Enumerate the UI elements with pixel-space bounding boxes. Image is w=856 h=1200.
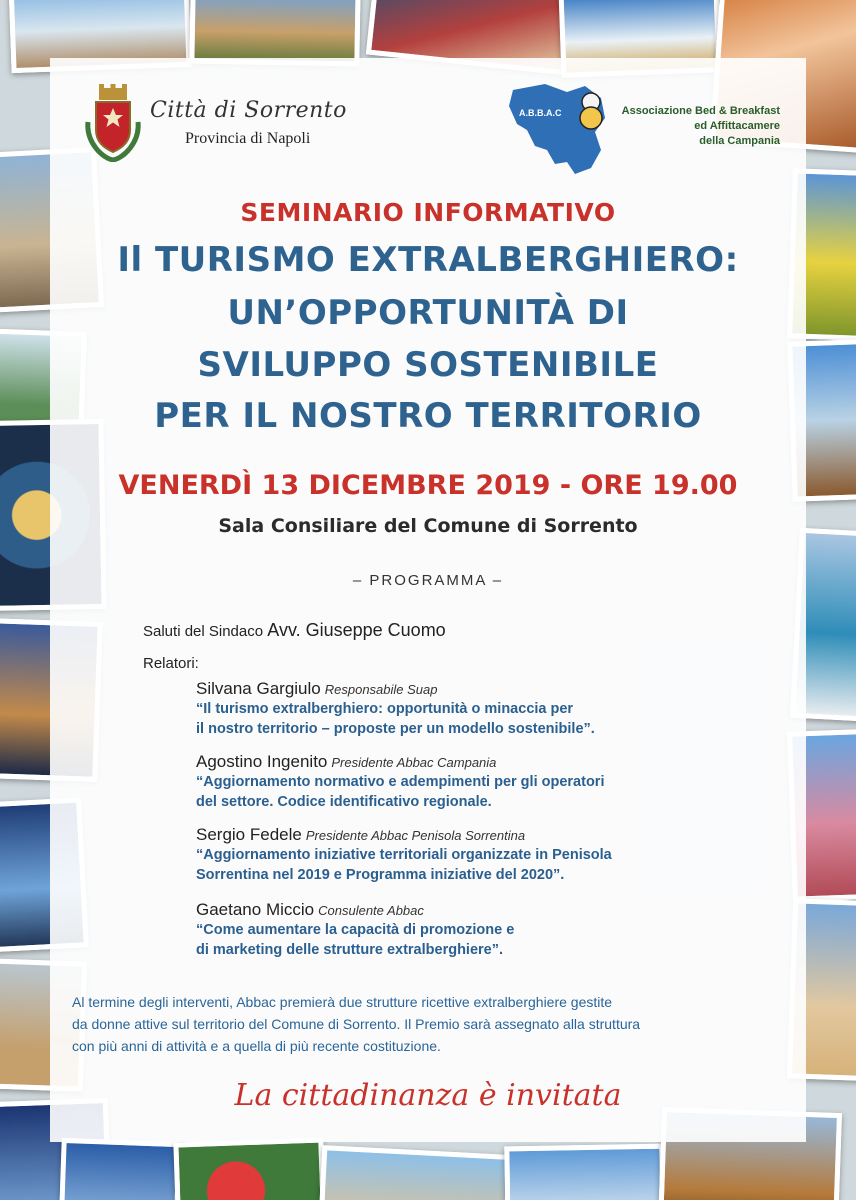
- speaker-role: Responsabile Suap: [324, 682, 438, 697]
- castle-photo: [189, 0, 360, 66]
- talk-title-line: di marketing delle strutture extralberghiere”.: [196, 942, 504, 958]
- closing-line: con più anni di attività e a quella di più recente costituzione.: [72, 1038, 441, 1054]
- invitation-text: La cittadinanza è invitata: [234, 1078, 622, 1113]
- event-date-time: VENERDÌ 13 DICEMBRE 2019 - ORE 19.00: [118, 470, 738, 501]
- closing-note: [72, 991, 792, 1057]
- speaker-entry: [196, 825, 612, 885]
- skyline-photo: [58, 1138, 181, 1200]
- speaker-role: Consulente Abbac: [318, 903, 424, 918]
- city-province: Provincia di Napoli: [185, 130, 311, 147]
- speakers-label: Relatori:: [143, 655, 199, 672]
- seminar-title-line: UN’OPPORTUNITÀ DI: [227, 293, 629, 333]
- association-name-line: della Campania: [699, 135, 780, 147]
- speaker-entry: [196, 900, 514, 960]
- speaker-name: Silvana Gargiulo: [196, 679, 321, 698]
- lighthouse-photo: [318, 1145, 512, 1200]
- talk-title-line: del settore. Codice identificativo regionale.: [196, 794, 492, 810]
- association-name-line: Associazione Bed & Breakfast: [621, 105, 780, 117]
- talk-title-line: “Il turismo extralberghiero: opportunità o minaccia per: [196, 701, 574, 717]
- speaker-name: Agostino Ingenito: [196, 752, 328, 771]
- sorrento-coat-of-arms-icon: [82, 82, 144, 162]
- speaker-role: Presidente Abbac Penisola Sorrentina: [305, 828, 526, 843]
- speaker-entry: [196, 679, 595, 739]
- speaker-entry: [196, 752, 604, 812]
- program-heading: – PROGRAMMA –: [352, 572, 504, 589]
- flower-photo: [173, 1137, 326, 1200]
- talk-title-line: Sorrentina nel 2019 e Programma iniziative del 2020”.: [196, 867, 565, 883]
- seminar-title-line: SVILUPPO SOSTENIBILE: [197, 345, 659, 385]
- talk-title-line: “Aggiornamento iniziative territoriali organizzate in Penisola: [196, 847, 612, 863]
- talk-title-line: “Come aumentare la capacità di promozione e: [196, 922, 515, 938]
- closing-line: da donne attive sul territorio del Comune di Sorrento. Il Premio sarà assegnato alla struttura: [72, 1016, 641, 1032]
- seminar-kicker: SEMINARIO INFORMATIVO: [240, 198, 616, 227]
- mayor-name: Avv. Giuseppe Cuomo: [267, 620, 446, 640]
- speaker-role: Presidente Abbac Campania: [331, 755, 497, 770]
- speaker-name: Gaetano Miccio: [196, 900, 315, 919]
- event-venue: Sala Consiliare del Comune di Sorrento: [218, 515, 638, 537]
- closing-line: Al termine degli interventi, Abbac premierà due strutture ricettive extralberghiere gestite: [72, 994, 613, 1010]
- seminar-title-line: PER IL NOSTRO TERRITORIO: [154, 396, 702, 436]
- mayor-greeting: [143, 620, 446, 641]
- speaker-name: Sergio Fedele: [196, 825, 302, 844]
- palace-photo: [504, 1144, 666, 1200]
- greeting-prefix: Saluti del Sindaco: [143, 623, 264, 640]
- city-name: Città di Sorrento: [150, 98, 347, 123]
- abbac-badge-text: A.B.B.A.C: [519, 108, 562, 118]
- seminar-title-line: Il TURISMO EXTRALBERGHIERO:: [117, 240, 739, 280]
- association-name: [600, 104, 780, 149]
- talk-title-line: “Aggiornamento normativo e adempimenti per gli operatori: [196, 774, 605, 790]
- talk-title-line: il nostro territorio – proposte per un modello sostenibile”.: [196, 721, 595, 737]
- association-name-line: ed Affittacamere: [694, 120, 780, 132]
